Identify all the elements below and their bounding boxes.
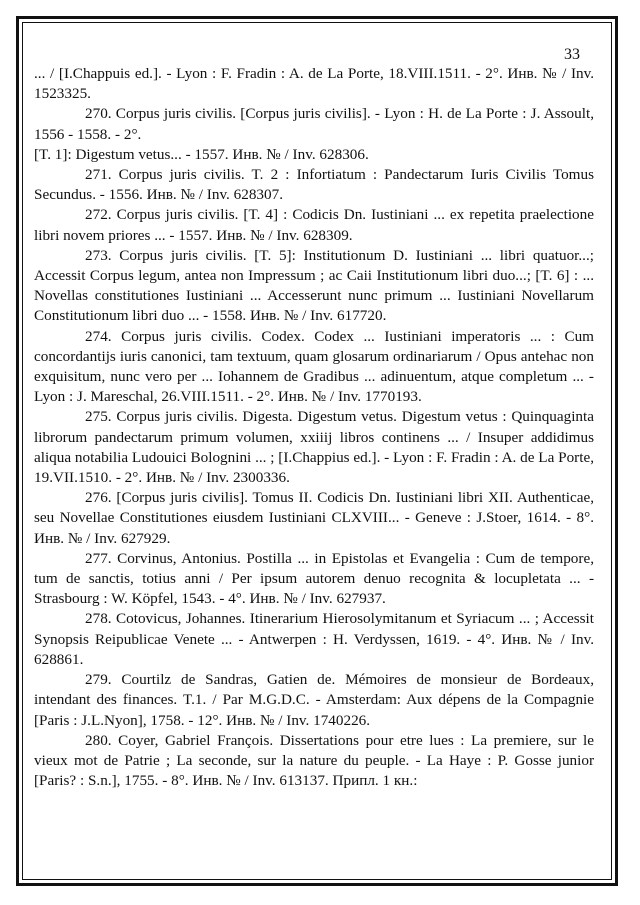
catalog-entry-275: 275. Corpus juris civilis. Digesta. Digestum vetus. Digestum vetus : Quinquaginta librorum pandectarum primum volumen, xxiiij libros continens ... / Insuper addidimus aliqua notabilia Ludouici Bolognini ... ; [I.Chappius ed.]. - Lyon : F. Fradin : A. de La Porte, 19.VII.1510. - 2°. Инв. № / Inv. 2300336. xyxy=(34,408,594,487)
catalog-entry-279: 279. Courtilz de Sandras, Gatien de. Mémoires de monsieur de Bordeaux, intendant des finances. T.1. / Par M.G.D.C. - Amsterdam: Aux dépens de la Compagnie [Paris : J.L.Nyon], 1758. - 12°. Инв. № / Inv. 1740226. xyxy=(34,671,594,729)
catalog-entry-271: 271. Corpus juris civilis. T. 2 : Infortiatum : Pandectarum Iuris Civilis Tomus Secundus. - 1556. Инв. № / Inv. 628307. xyxy=(34,166,594,204)
catalog-entry-274: 274. Corpus juris civilis. Codex. Codex ... Iustiniani imperatoris ... : Cum concordantijs iuris canonici, tam textuum, quam glosarum ordinariarum / Opus antehac non exquisitum, nunc vero per ... Iohannem de Gradibus ... adinuentum, atque completum ... - Lyon : J. Mareschal, 26.VIII.1511. - 2°. Инв. № / Inv. 1770193. xyxy=(34,327,594,406)
catalog-entry-276: 276. [Corpus juris civilis]. Tomus II. Codicis Dn. Iustiniani libri XII. Authenticae, seu Novellae Constitutiones eiusdem Iustiniani CLXVIII... - Geneve : J.Stoer, 1614. - 8°. Инв. № / Inv. 627929. xyxy=(34,489,594,547)
catalog-entry-272: 272. Corpus juris civilis. [T. 4] : Codicis Dn. Iustiniani ... ex repetita praelectione libri novem priores ... - 1557. Инв. № / Inv. 628309. xyxy=(34,206,594,244)
catalog-entry-277: 277. Corvinus, Antonius. Postilla ... in Epistolas et Evangelia : Cum de tempore, tum de sanctis, totius anni / Per ipsum autorem denuo recognita & locupletata ... - Strasbourg : W. Köpfel, 1543. - 4°. Инв. № / Inv. 627937. xyxy=(34,549,594,608)
catalog-text xyxy=(34,64,594,791)
catalog-entry-280: 280. Coyer, Gabriel François. Dissertations pour etre lues : La premiere, sur le vieux mot de Patrie ; La seconde, sur la nature du peuple. - La Haye : P. Gosse junior [Paris? : S.n.], 1755. - 8°. Инв. № / Inv. 613137. Припл. 1 кн.: xyxy=(34,731,594,790)
catalog-entry-270-volume: [T. 1]: Digestum vetus... - 1557. Инв. № / Inv. 628306. xyxy=(34,145,369,163)
catalog-entry-273: 273. Corpus juris civilis. [T. 5]: Institutionum D. Iustiniani ... libri quatuor...; Accessit Corpus legum, antea non Impressum ; ac Caii Institutionum libri duo...; [T. 6] : ... Novellas constitutiones Iustiniani ... Accesserunt nunc primum ... Iustiniani Novellarum Constitutionum libri duo ... - 1558. Инв. № / Inv. 617720. xyxy=(34,246,594,325)
catalog-entry-278: 278. Cotovicus, Johannes. Itinerarium Hierosolymitanum et Syriacum ... ; Accessit Synopsis Reipublicae Venete ... - Antwerpen : H. Verdyssen, 1619. - 4°. Инв. № / Inv. 628861. xyxy=(34,610,594,668)
catalog-entry-continuation: ... / [I.Chappuis ed.]. - Lyon : F. Fradin : A. de La Porte, 18.VIII.1511. - 2°. Инв. № / Inv. 1523325. xyxy=(34,65,594,103)
page-number: 33 xyxy=(564,46,580,63)
catalog-entry-270: 270. Corpus juris civilis. [Corpus juris civilis]. - Lyon : H. de La Porte : J. Assoult, 1556 - 1558. - 2°. xyxy=(34,105,594,143)
